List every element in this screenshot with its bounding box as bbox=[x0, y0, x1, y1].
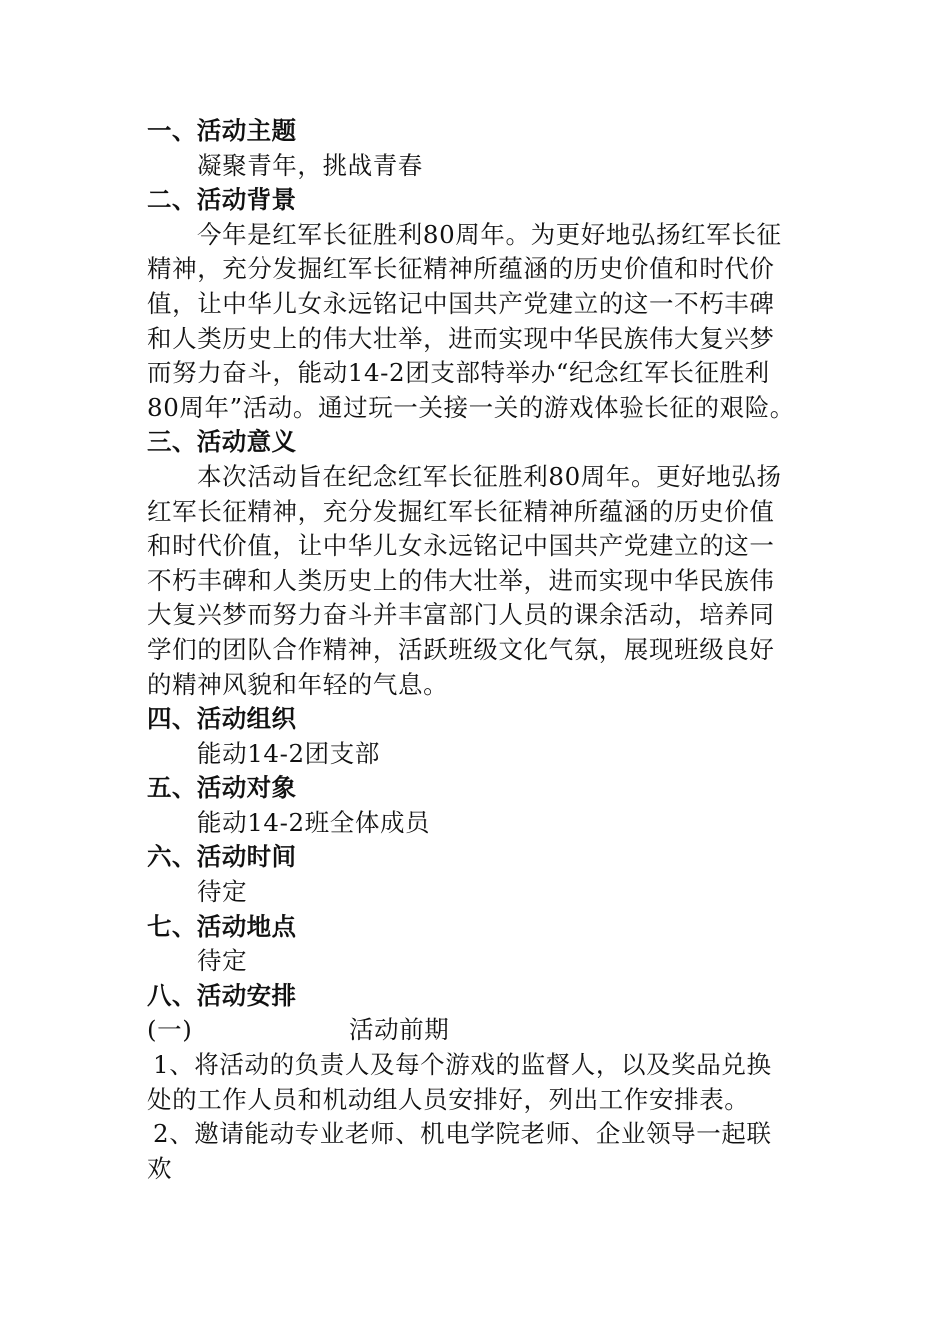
theme-text: 凝聚青年，挑战青春 bbox=[197, 150, 423, 180]
subheading-number: (一) bbox=[147, 1015, 193, 1045]
arrangement-item-continued: 处的工作人员和机动组人员安排好，列出工作安排表。 bbox=[147, 1084, 750, 1114]
section-heading-organizer: 四、活动组织 bbox=[147, 704, 297, 734]
arrangement-item: 1、将活动的负责人及每个游戏的监督人，以及奖品兑换 bbox=[153, 1050, 772, 1080]
time-text: 待定 bbox=[197, 877, 248, 907]
significance-line: 本次活动旨在纪念红军长征胜利80周年。更好地弘扬 bbox=[197, 461, 782, 491]
significance-line: 大复兴梦而努力奋斗并丰富部门人员的课余活动，培养同 bbox=[147, 600, 775, 630]
significance-line: 学们的团队合作精神，活跃班级文化气氛，展现班级良好 bbox=[147, 634, 775, 664]
section-heading-significance: 三、活动意义 bbox=[147, 427, 297, 457]
section-heading-location: 七、活动地点 bbox=[147, 911, 297, 941]
arrangement-subheading bbox=[147, 1013, 807, 1048]
section-heading-background: 二、活动背景 bbox=[147, 185, 297, 215]
background-line: 80周年”活动。通过玩一关接一关的游戏体验长征的艰险。 bbox=[147, 392, 795, 422]
location-text: 待定 bbox=[197, 946, 248, 976]
section-heading-arrangement: 八、活动安排 bbox=[147, 980, 297, 1010]
organizer-text: 能动14-2团支部 bbox=[197, 738, 380, 768]
background-line: 而努力奋斗，能动14-2团支部特举办“纪念红军长征胜利 bbox=[147, 358, 770, 388]
section-heading-participants: 五、活动对象 bbox=[147, 773, 297, 803]
significance-line: 和时代价值，让中华儿女永远铭记中国共产党建立的这一 bbox=[147, 531, 775, 561]
subheading-title: 活动前期 bbox=[349, 1015, 450, 1045]
background-line: 值，让中华儿女永远铭记中国共产党建立的这一不朽丰碑 bbox=[147, 288, 775, 318]
arrangement-item: 2、邀请能动专业老师、机电学院老师、企业领导一起联 bbox=[153, 1119, 772, 1149]
arrangement-item-continued: 欢 bbox=[147, 1153, 173, 1183]
significance-line: 红军长征精神，充分发掘红军长征精神所蕴涵的历史价值 bbox=[147, 496, 775, 526]
significance-line: 不朽丰碑和人类历史上的伟大壮举，进而实现中华民族伟 bbox=[147, 565, 775, 595]
background-line: 今年是红军长征胜利80周年。为更好地弘扬红军长征 bbox=[197, 219, 782, 249]
background-line: 和人类历史上的伟大壮举，进而实现中华民族伟大复兴梦 bbox=[147, 323, 775, 353]
participants-text: 能动14-2班全体成员 bbox=[197, 807, 431, 837]
document-content bbox=[147, 114, 807, 1186]
section-heading-time: 六、活动时间 bbox=[147, 842, 297, 872]
significance-line: 的精神风貌和年轻的气息。 bbox=[147, 669, 449, 699]
section-heading-theme: 一、活动主题 bbox=[147, 116, 297, 145]
background-line: 精神，充分发掘红军长征精神所蕴涵的历史价值和时代价 bbox=[147, 254, 775, 284]
